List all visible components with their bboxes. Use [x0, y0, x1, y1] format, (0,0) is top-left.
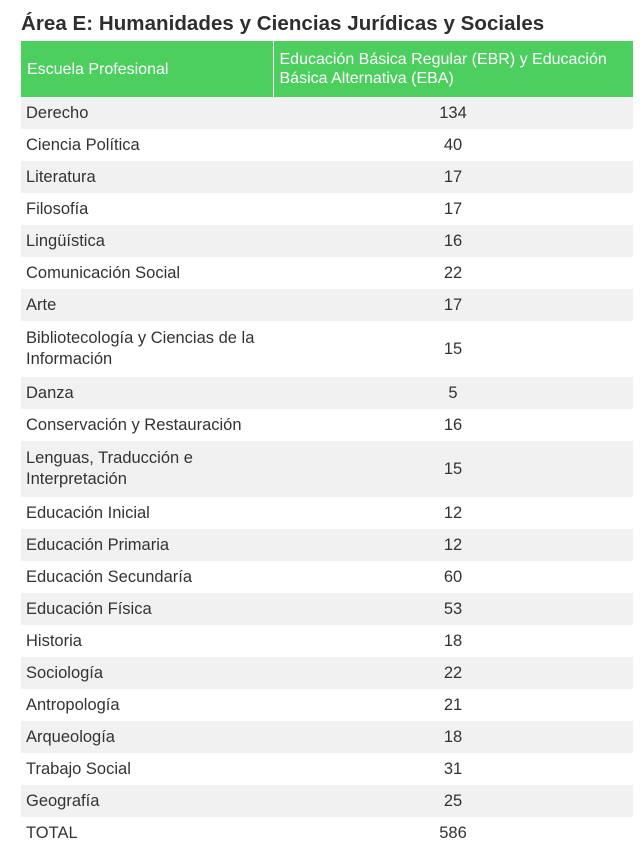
- value-cell: 16: [273, 225, 633, 257]
- escuela-cell: Trabajo Social: [21, 753, 273, 785]
- table-row: [21, 785, 633, 817]
- total-row: [21, 817, 633, 849]
- escuela-cell: Geografía: [21, 785, 273, 817]
- value-cell: 12: [273, 529, 633, 561]
- value-cell: 134: [273, 97, 633, 129]
- escuela-cell: Filosofía: [21, 193, 273, 225]
- table-row: [21, 561, 633, 593]
- escuela-cell: Sociología: [21, 657, 273, 689]
- escuela-cell: Comunicación Social: [21, 257, 273, 289]
- table-row: [21, 97, 633, 129]
- escuela-cell: Literatura: [21, 161, 273, 193]
- table-row: [21, 497, 633, 529]
- value-cell: 15: [273, 321, 633, 377]
- value-cell: 31: [273, 753, 633, 785]
- escuela-cell: Educación Física: [21, 593, 273, 625]
- escuela-cell: Lingüística: [21, 225, 273, 257]
- page: [21, 8, 633, 849]
- value-cell: 53: [273, 593, 633, 625]
- table-row: [21, 289, 633, 321]
- value-cell: 18: [273, 721, 633, 753]
- table-row: [21, 625, 633, 657]
- vacancies-table: [21, 41, 633, 849]
- escuela-cell: Arte: [21, 289, 273, 321]
- escuela-cell: Educación Primaria: [21, 529, 273, 561]
- table-row: [21, 161, 633, 193]
- table-row: [21, 753, 633, 785]
- total-value: 586: [273, 817, 633, 849]
- table-header-row: [21, 41, 633, 97]
- escuela-cell: Conservación y Restauración: [21, 409, 273, 441]
- table-row: [21, 129, 633, 161]
- value-cell: 18: [273, 625, 633, 657]
- escuela-cell: Bibliotecología y Ciencias de la Información: [21, 321, 273, 377]
- table-row: [21, 721, 633, 753]
- page-title: Área E: Humanidades y Ciencias Jurídicas y Sociales: [21, 12, 545, 35]
- value-cell: 17: [273, 289, 633, 321]
- value-cell: 25: [273, 785, 633, 817]
- table-row: [21, 657, 633, 689]
- table-row: [21, 409, 633, 441]
- value-cell: 15: [273, 441, 633, 497]
- value-cell: 16: [273, 409, 633, 441]
- escuela-cell: Arqueología: [21, 721, 273, 753]
- column-header-escuela: Escuela Profesional: [21, 41, 273, 97]
- table-row: [21, 529, 633, 561]
- escuela-cell: Ciencia Política: [21, 129, 273, 161]
- escuela-cell: Educación Inicial: [21, 497, 273, 529]
- column-header-ebr-eba: Educación Básica Regular (EBR) y Educación Básica Alternativa (EBA): [273, 41, 633, 97]
- value-cell: 60: [273, 561, 633, 593]
- table-row: [21, 593, 633, 625]
- table-row: [21, 689, 633, 721]
- escuela-cell: Lenguas, Traducción e Interpretación: [21, 441, 273, 497]
- escuela-cell: Historia: [21, 625, 273, 657]
- value-cell: 12: [273, 497, 633, 529]
- value-cell: 17: [273, 161, 633, 193]
- escuela-cell: Antropología: [21, 689, 273, 721]
- value-cell: 5: [273, 377, 633, 409]
- value-cell: 21: [273, 689, 633, 721]
- table-row: [21, 321, 633, 377]
- value-cell: 40: [273, 129, 633, 161]
- table-row: [21, 441, 633, 497]
- table-row: [21, 257, 633, 289]
- escuela-cell: Educación Secundaría: [21, 561, 273, 593]
- table-row: [21, 193, 633, 225]
- escuela-cell: Danza: [21, 377, 273, 409]
- table-row: [21, 225, 633, 257]
- table-row: [21, 377, 633, 409]
- escuela-cell: Derecho: [21, 97, 273, 129]
- value-cell: 22: [273, 657, 633, 689]
- value-cell: 22: [273, 257, 633, 289]
- value-cell: 17: [273, 193, 633, 225]
- total-label: TOTAL: [21, 817, 273, 849]
